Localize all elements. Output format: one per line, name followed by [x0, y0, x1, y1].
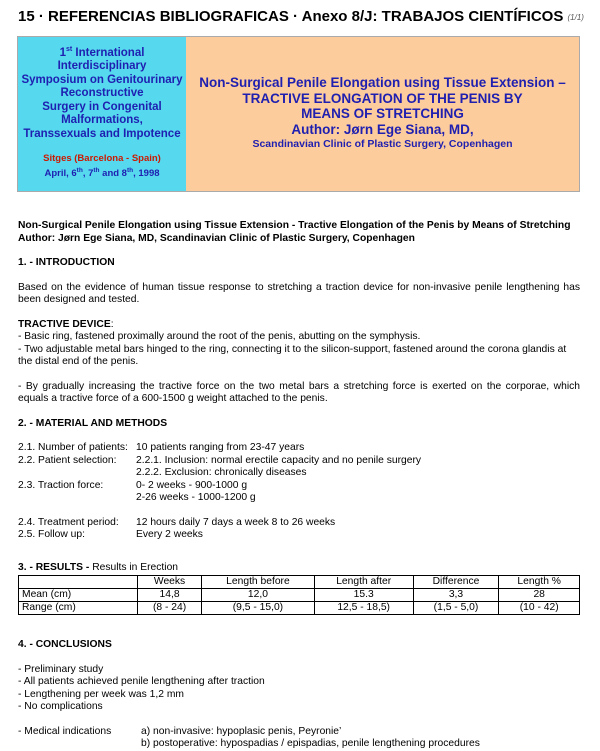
methods-label [18, 492, 136, 505]
conclusions-heading: 4. - CONCLUSIONS [18, 639, 112, 650]
table-row [19, 602, 580, 615]
article-box [186, 37, 579, 191]
table-header-cell: Length before [202, 576, 315, 589]
conference-title [18, 43, 186, 141]
device-item: - Basic ring, fastened proximally around the root of the penis, abutting on the symphysis. [18, 331, 421, 342]
date-part: , 7 [82, 168, 94, 180]
device-item: - Two adjustable metal bars hinged to the ring, connecting it to the silicon-support, fastened around the corona glandis at the distal end of the penis. [18, 343, 567, 367]
indication-item: a) non-invasive: hypoplasic penis, Peyronie’ [141, 725, 342, 737]
conference-line: Symposium on Genitourinary [21, 73, 183, 86]
methods-row [18, 467, 580, 480]
table-header-row [19, 576, 580, 589]
conference-line: Surgery in Congenital [42, 100, 162, 113]
table-header-cell [19, 576, 138, 589]
results-table [18, 575, 580, 615]
date-suffix: th [93, 167, 100, 175]
conference-box [18, 37, 186, 191]
article-title-line: Non-Surgical Penile Elongation using Tissue Extension – [199, 75, 566, 90]
conclusion-item: - Lengthening per week was 1,2 mm [18, 688, 184, 700]
conclusion-item: - No complications [18, 701, 103, 712]
methods-row [18, 492, 580, 505]
page-reference: (1/1) [567, 13, 584, 22]
methods-row [18, 442, 580, 455]
methods-label: 2.1. Number of patients: [18, 442, 128, 453]
table-header-cell: Difference [413, 576, 499, 589]
conference-line: Transsexuals and Impotence [23, 127, 181, 140]
table-row [19, 589, 580, 602]
methods-row [18, 529, 580, 542]
table-cell: (1,5 - 5,0) [413, 602, 499, 615]
methods-row [18, 517, 580, 530]
methods-value: 2.2.1. Inclusion: normal erectile capacity and no penile surgery [136, 454, 422, 466]
device-heading-line [18, 319, 580, 332]
conference-title-rest: International [72, 46, 145, 59]
methods-row [18, 480, 580, 493]
device-heading: TRACTIVE DEVICE [18, 318, 111, 330]
results-heading-line [18, 562, 580, 575]
article-author: Author: Jørn Ege Siana, MD, [291, 121, 474, 137]
article-clinic: Scandinavian Clinic of Plastic Surgery, Copenhagen [252, 137, 513, 150]
indications-list [141, 726, 480, 751]
methods-label: 2.2. Patient selection: [18, 454, 117, 466]
table-cell: 12,5 - 18,5) [314, 602, 413, 615]
table-cell: (10 - 42) [499, 602, 580, 615]
table-header-cell: Length after [314, 576, 413, 589]
conference-ordinal: 1 [59, 46, 66, 59]
date-suffix: th [76, 167, 83, 175]
intro-heading: 1. - INTRODUCTION [18, 257, 115, 268]
article-title-line: MEANS OF STRETCHING [301, 106, 464, 121]
methods-value: 2.2.2. Exclusion: chronically diseases [136, 467, 307, 478]
device-heading-colon: : [110, 318, 114, 330]
methods-value: 12 hours daily 7 days a week 8 to 26 weeks [136, 516, 336, 528]
indications-row [18, 726, 580, 751]
methods-value: Every 2 weeks [136, 529, 203, 540]
table-cell: 14,8 [138, 589, 202, 602]
methods-label: 2.5. Follow up: [18, 529, 85, 540]
table-cell: (8 - 24) [138, 602, 202, 615]
methods-row [18, 455, 580, 468]
indications-label: - Medical indications [18, 725, 112, 737]
methods-label: 2.3. Traction force: [18, 479, 104, 491]
table-cell: 15.3 [314, 589, 413, 602]
page-header [18, 8, 584, 25]
intro-text: Based on the evidence of human tissue response to stretching a traction device for non-invasive penile lengthening has been designed and tested. [18, 281, 580, 305]
table-cell: (9,5 - 15,0) [202, 602, 315, 615]
table-header-cell: Length % [499, 576, 580, 589]
article-title-line: TRACTIVE ELONGATION OF THE PENIS BY [242, 90, 523, 106]
conference-line: Malformations, [61, 114, 143, 127]
methods-value: 10 patients ranging from 23-47 years [136, 442, 305, 453]
table-header-cell: Weeks [138, 576, 202, 589]
methods-label: 2.4. Treatment period: [18, 516, 119, 528]
date-part: and 8 [99, 168, 127, 180]
table-cell: 28 [499, 589, 580, 602]
date-suffix: th [126, 167, 134, 175]
table-cell: 12,0 [202, 589, 315, 602]
results-heading: 3. - RESULTS - [18, 561, 90, 573]
date-part: April, 6 [44, 168, 77, 180]
conference-title-line [18, 43, 186, 60]
conference-line: Interdisciplinary [57, 60, 147, 73]
conference-date [18, 165, 186, 180]
article-title [186, 75, 579, 122]
conclusion-item: - All patients achieved penile lengthening after traction [18, 676, 265, 687]
conference-place: Sitges (Barcelona - Spain) [43, 153, 161, 165]
indication-item: b) postoperative: hypospadias / epispadias, penile lengthening procedures [141, 738, 480, 749]
table-cell: Mean (cm) [19, 589, 138, 602]
conference-line: Reconstructive [60, 87, 144, 100]
banner [17, 36, 580, 192]
table-cell: 3,3 [413, 589, 499, 602]
doc-author: Author: Jørn Ege Siana, MD, Scandinavian Clinic of Plastic Surgery, Copenhagen [18, 232, 415, 244]
table-cell: Range (cm) [19, 602, 138, 615]
conclusion-item: - Preliminary study [18, 663, 104, 675]
date-part: , 1998 [133, 168, 160, 180]
document-body [18, 220, 580, 751]
methods-heading: 2. - MATERIAL AND METHODS [18, 417, 168, 429]
doc-title: Non-Surgical Penile Elongation using Tissue Extension - Tractive Elongation of the Penis by Means of Stretching [18, 220, 571, 231]
header-title: 15 · REFERENCIAS BIBLIOGRAFICAS · Anexo 8/J: TRABAJOS CIENTÍFICOS [18, 8, 564, 25]
methods-label [18, 467, 136, 480]
conference-ordinal-suffix: st [65, 46, 73, 53]
methods-value: 2-26 weeks - 1000-1200 g [136, 492, 256, 503]
results-subheading: Results in Erection [89, 561, 179, 573]
device-note: - By gradually increasing the tractive force on the two metal bars a stretching force is exerted on the corporae, which equals a tractive force of a 600-1500 g weight attached to the penis. [18, 380, 580, 404]
methods-value: 0- 2 weeks - 900-1000 g [136, 479, 248, 491]
